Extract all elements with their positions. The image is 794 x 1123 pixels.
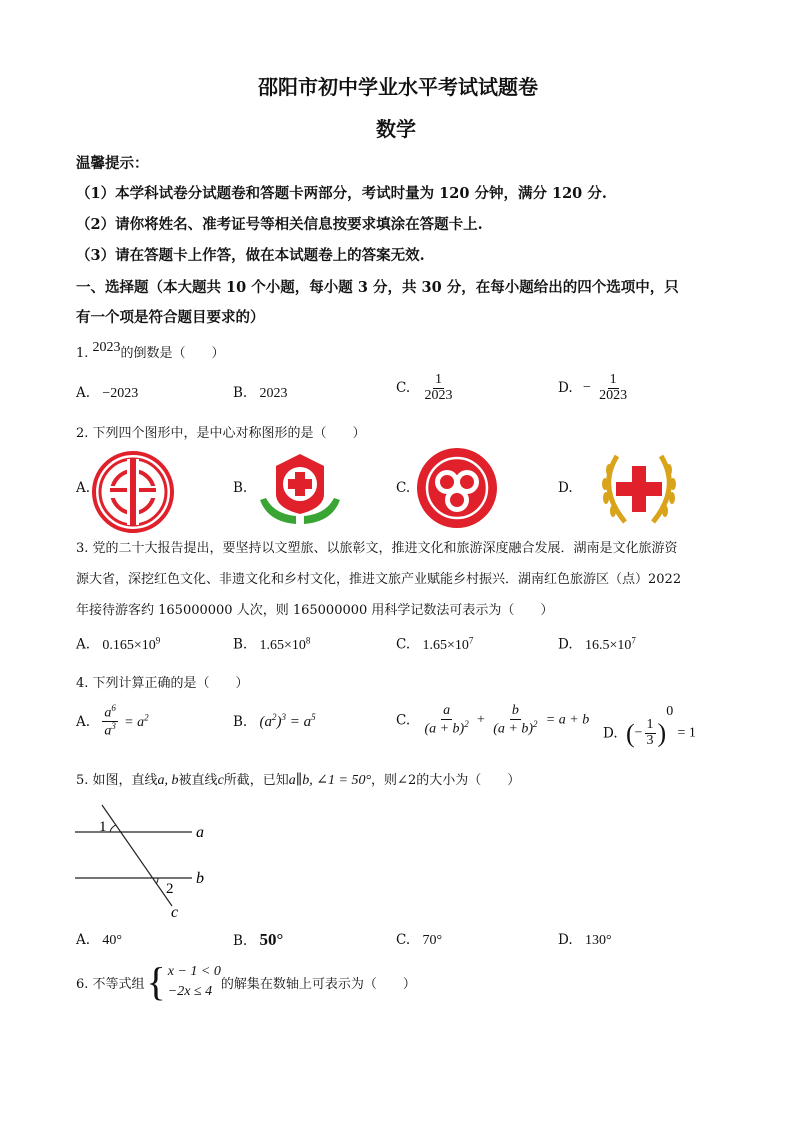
- question-text: 的解集在数轴上可表示为（ ）: [220, 976, 416, 992]
- option-value: [259, 635, 311, 653]
- base: 0.165×10: [102, 637, 156, 653]
- fraction: [422, 704, 470, 737]
- minus-sign: −: [634, 725, 643, 741]
- q5-option-c[interactable]: [396, 932, 442, 949]
- exponent: 7: [468, 635, 474, 645]
- option-value: 130°: [584, 933, 612, 948]
- base: 1.65×10: [259, 637, 306, 653]
- exponent: 0: [666, 704, 674, 719]
- angle-1-label: 1: [99, 819, 107, 835]
- option-value: $(a^2)^3 = a^5$: [259, 712, 316, 730]
- q1-option-b[interactable]: [233, 385, 288, 402]
- hospital-cross-hands-icon: [258, 448, 342, 532]
- section-heading-line2: 有一个项是符合题目要求的）: [76, 309, 265, 326]
- question-3-line2: 源大省，深挖红色文化、非遗文化和乡村文化，推进文旅产业赋能乡村振兴．湖南红色旅游区（点）2022: [76, 572, 682, 587]
- option-value: 40°: [102, 933, 122, 948]
- option-label: B.: [233, 933, 248, 949]
- q1-text: 的倒数是（ ）: [120, 346, 225, 361]
- fraction: [491, 704, 539, 737]
- numerator: b: [511, 703, 519, 718]
- inequality-2: −2x ≤ 4: [167, 984, 213, 1000]
- red-cross-laurel-icon: [597, 448, 681, 532]
- option-label: C.: [396, 380, 411, 397]
- numerator: 1: [646, 717, 654, 733]
- denominator: 3: [646, 733, 654, 748]
- exam-title: 邵阳市初中学业水平考试试题卷: [258, 75, 538, 99]
- fraction: [645, 718, 656, 748]
- line-b-label: b: [196, 870, 204, 887]
- base: 16.5×10: [584, 637, 632, 653]
- option-label: A.: [76, 636, 91, 653]
- q5-option-a[interactable]: [76, 932, 122, 949]
- fraction: [597, 373, 629, 403]
- q1-option-c[interactable]: [396, 373, 456, 403]
- denominator: 2023: [424, 387, 453, 403]
- question-3-line1: 3. 党的二十大报告提出，要坚持以文塑旅、以旅彰文，推进文化和旅游深度融合发展．湖南是文化旅游资: [76, 541, 678, 556]
- option-value: 50°: [259, 930, 284, 949]
- numerator: $a^6$: [104, 703, 116, 721]
- numerator: 1: [434, 372, 442, 387]
- q2-option-a-label[interactable]: A.: [76, 480, 91, 496]
- option-value: [422, 635, 474, 653]
- fraction: [422, 373, 454, 403]
- exponent: 8: [305, 635, 311, 645]
- section-heading-line1: 一、选择题（本大题共 10 个小题，每小题 3 分，共 30 分，在每小题给出的四个选项中，只: [76, 279, 679, 296]
- question-1: [76, 342, 225, 362]
- option-value: [102, 635, 161, 653]
- numerator: a: [443, 703, 451, 718]
- line-c: [102, 805, 172, 906]
- tip-1: （1）本学科试卷分试题卷和答题卡两部分，考试时量为 120 分钟，满分 120 分.: [76, 185, 607, 202]
- q4-option-a[interactable]: [76, 704, 149, 740]
- q4-option-d[interactable]: [603, 704, 696, 749]
- q3-option-c[interactable]: [396, 635, 473, 654]
- q2-option-b-label[interactable]: B.: [233, 480, 248, 496]
- exponent: 9: [155, 635, 161, 645]
- subject-title: 数学: [376, 117, 416, 141]
- question-3-line3: 年接待游客约 165000000 人次，则 165000000 用科学记数法可表示为（ ）: [76, 603, 554, 618]
- option-label: B.: [233, 636, 248, 653]
- tip-3: （3）请在答题卡上作答，做在本试题卷上的答案无效.: [76, 247, 425, 264]
- question-number: 1.: [76, 346, 89, 361]
- parallel-lines-figure: [70, 800, 220, 922]
- q2-option-d-label[interactable]: D.: [558, 480, 573, 496]
- union-emblem-icon: [91, 450, 175, 534]
- q1-value: 2023: [92, 340, 121, 355]
- q1-option-a[interactable]: [76, 385, 138, 402]
- angle-2-label: 2: [166, 881, 174, 897]
- option-label: C.: [396, 932, 411, 948]
- option-value: −2023: [102, 386, 139, 401]
- denominator: $(a + b)^2$: [424, 718, 469, 737]
- option-label: D.: [558, 380, 573, 397]
- fraction: [102, 704, 118, 740]
- option-label: C.: [396, 712, 411, 729]
- option-label: B.: [233, 385, 248, 401]
- q4-option-c[interactable]: [396, 704, 589, 737]
- inequality-system: [168, 962, 221, 1003]
- denominator: $a^3$: [104, 721, 116, 739]
- equation-rhs: = 1: [677, 725, 696, 741]
- denominator: 2023: [599, 387, 628, 403]
- q4-option-b[interactable]: [233, 712, 316, 731]
- question-number: 6. 不等式组: [76, 976, 145, 992]
- equation-rhs: = a + b: [545, 712, 590, 728]
- plus-sign: +: [477, 712, 485, 728]
- line-a-label: a: [196, 824, 204, 841]
- option-label: D.: [603, 725, 618, 742]
- exponent: 7: [631, 635, 636, 645]
- numerator: 1: [609, 372, 617, 387]
- paren-open: (: [625, 718, 635, 748]
- option-label: A.: [76, 713, 91, 730]
- q2-option-c-label[interactable]: C.: [396, 480, 411, 496]
- option-value: [584, 635, 636, 653]
- women-federation-emblem-icon: [415, 446, 499, 530]
- denominator: $(a + b)^2$: [493, 718, 538, 737]
- q5-option-d[interactable]: [558, 932, 612, 949]
- option-label: A.: [76, 385, 91, 401]
- base: 1.65×10: [422, 637, 469, 653]
- option-value: 70°: [422, 933, 443, 948]
- q1-option-d[interactable]: [558, 373, 631, 403]
- q3-option-a[interactable]: [76, 635, 160, 654]
- question-5: 5. 如图，直线a, b被直线c所截，已知a∥b, ∠1 = 50°，则∠2的大小为（ ）: [76, 773, 521, 788]
- option-label: C.: [396, 636, 411, 653]
- q3-option-b[interactable]: [233, 635, 310, 654]
- option-label: D.: [558, 932, 573, 948]
- paren-close: ): [657, 718, 667, 748]
- q3-option-d[interactable]: [558, 635, 636, 654]
- line-c-label: c: [171, 904, 179, 921]
- question-6: [76, 959, 416, 1005]
- brace-icon: {: [146, 959, 166, 1005]
- question-2: 2. 下列四个图形中，是中心对称图形的是（ ）: [76, 426, 366, 441]
- option-label: A.: [76, 932, 91, 948]
- option-label: D.: [558, 636, 573, 653]
- q5-option-b[interactable]: [233, 930, 283, 950]
- tip-2: （2）请你将姓名、准考证号等相关信息按要求填涂在答题卡上.: [76, 216, 483, 233]
- inequality-1: x − 1 < 0: [167, 964, 221, 979]
- option-label: B.: [233, 714, 248, 730]
- minus-sign: −: [582, 380, 591, 396]
- tips-heading: 温馨提示：: [76, 155, 149, 172]
- question-4: 4. 下列计算正确的是（ ）: [76, 676, 249, 691]
- equation-rhs: = $a^2$: [124, 712, 149, 731]
- option-value: 2023: [259, 386, 288, 401]
